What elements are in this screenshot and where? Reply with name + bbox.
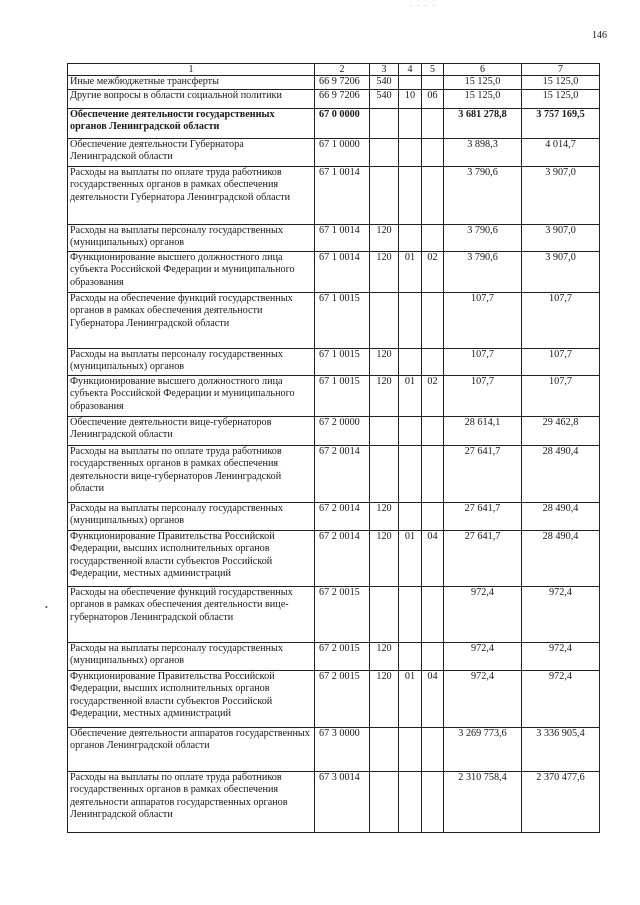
target-article-cell: 67 1 0015 <box>315 292 370 348</box>
column-header: 1 <box>68 64 315 76</box>
column-header: 2 <box>315 64 370 76</box>
target-article-cell: 67 2 0014 <box>315 445 370 502</box>
subsection-cell: 02 <box>422 375 444 416</box>
section-cell <box>399 642 422 670</box>
section-cell <box>399 586 422 642</box>
row-name-cell: Обеспечение деятельности аппаратов государственных органов Ленинградской области <box>68 727 315 771</box>
amount-year2-cell: 4 014,7 <box>522 138 600 166</box>
section-cell <box>399 292 422 348</box>
expense-type-cell: 120 <box>370 348 399 375</box>
subsection-cell <box>422 348 444 375</box>
budget-table <box>67 63 600 833</box>
row-name-cell: Расходы на выплаты персоналу государственных (муниципальных) органов <box>68 348 315 375</box>
amount-year2-cell: 2 370 477,6 <box>522 771 600 832</box>
target-article-cell: 67 2 0014 <box>315 530 370 586</box>
subsection-cell: 06 <box>422 89 444 108</box>
row-name-cell: Расходы на выплаты персоналу государственных (муниципальных) органов <box>68 502 315 530</box>
row-name-cell: Обеспечение деятельности государственных органов Ленинградской области <box>68 108 315 138</box>
amount-year2-cell: 107,7 <box>522 375 600 416</box>
subsection-cell <box>422 416 444 445</box>
amount-year1-cell: 3 790,6 <box>444 251 522 292</box>
scan-artifact-dot: • <box>45 603 48 612</box>
row-name-cell: Расходы на обеспечение функций государственных органов в рамках обеспечения деятельности Губернатора Ленинградской области <box>68 292 315 348</box>
row-name-cell: Функционирование высшего должностного лица субъекта Российской Федерации и муниципального образования <box>68 375 315 416</box>
amount-year1-cell: 27 641,7 <box>444 445 522 502</box>
target-article-cell: 67 1 0015 <box>315 348 370 375</box>
row-name-cell: Расходы на выплаты персоналу государственных (муниципальных) органов <box>68 224 315 251</box>
subsection-cell <box>422 771 444 832</box>
amount-year1-cell: 2 310 758,4 <box>444 771 522 832</box>
target-article-cell: 67 3 0014 <box>315 771 370 832</box>
target-article-cell: 67 1 0014 <box>315 224 370 251</box>
expense-type-cell <box>370 445 399 502</box>
amount-year1-cell: 15 125,0 <box>444 76 522 90</box>
target-article-cell: 67 1 0014 <box>315 166 370 224</box>
table-row <box>68 586 600 642</box>
table-row <box>68 727 600 771</box>
table-row <box>68 348 600 375</box>
subsection-cell <box>422 586 444 642</box>
section-cell: 01 <box>399 530 422 586</box>
amount-year1-cell: 3 790,6 <box>444 224 522 251</box>
expense-type-cell: 540 <box>370 76 399 90</box>
section-cell <box>399 348 422 375</box>
amount-year2-cell: 28 490,4 <box>522 445 600 502</box>
amount-year1-cell: 972,4 <box>444 586 522 642</box>
amount-year2-cell: 972,4 <box>522 670 600 727</box>
expense-type-cell <box>370 416 399 445</box>
table-row <box>68 138 600 166</box>
amount-year2-cell: 28 490,4 <box>522 502 600 530</box>
amount-year2-cell: 107,7 <box>522 348 600 375</box>
row-name-cell: Расходы на выплаты по оплате труда работников государственных органов в рамках обеспечения деятельности аппаратов государственных органов Ленинградской области <box>68 771 315 832</box>
row-name-cell: Другие вопросы в области социальной политики <box>68 89 315 108</box>
amount-year1-cell: 27 641,7 <box>444 530 522 586</box>
section-cell <box>399 76 422 90</box>
amount-year2-cell: 3 907,0 <box>522 224 600 251</box>
expense-type-cell <box>370 727 399 771</box>
section-cell <box>399 108 422 138</box>
target-article-cell: 67 2 0000 <box>315 416 370 445</box>
expense-type-cell: 120 <box>370 224 399 251</box>
table-row <box>68 445 600 502</box>
row-name-cell: Функционирование высшего должностного лица субъекта Российской Федерации и муниципального образования <box>68 251 315 292</box>
amount-year1-cell: 3 790,6 <box>444 166 522 224</box>
table-row <box>68 89 600 108</box>
table-row <box>68 76 600 90</box>
amount-year2-cell: 15 125,0 <box>522 89 600 108</box>
section-cell <box>399 445 422 502</box>
amount-year1-cell: 15 125,0 <box>444 89 522 108</box>
expense-type-cell <box>370 292 399 348</box>
row-name-cell: Функционирование Правительства Российской Федерации, высших исполнительных органов государственной власти субъектов Российской Федерации, местных администраций <box>68 530 315 586</box>
amount-year1-cell: 972,4 <box>444 642 522 670</box>
section-cell <box>399 771 422 832</box>
amount-year2-cell: 972,4 <box>522 586 600 642</box>
section-cell: 01 <box>399 375 422 416</box>
expense-type-cell: 120 <box>370 530 399 586</box>
amount-year2-cell: 3 907,0 <box>522 251 600 292</box>
column-header: 7 <box>522 64 600 76</box>
table-header-row <box>68 64 600 76</box>
target-article-cell: 67 1 0015 <box>315 375 370 416</box>
section-cell <box>399 166 422 224</box>
column-header: 5 <box>422 64 444 76</box>
amount-year1-cell: 972,4 <box>444 670 522 727</box>
expense-type-cell: 120 <box>370 502 399 530</box>
amount-year2-cell: 29 462,8 <box>522 416 600 445</box>
table-row <box>68 108 600 138</box>
target-article-cell: 66 9 7206 <box>315 89 370 108</box>
expense-type-cell: 120 <box>370 670 399 727</box>
expense-type-cell <box>370 771 399 832</box>
target-article-cell: 67 1 0000 <box>315 138 370 166</box>
table-row <box>68 502 600 530</box>
amount-year2-cell: 972,4 <box>522 642 600 670</box>
column-header: 6 <box>444 64 522 76</box>
section-cell <box>399 138 422 166</box>
table-row <box>68 416 600 445</box>
target-article-cell: 66 9 7206 <box>315 76 370 90</box>
subsection-cell <box>422 502 444 530</box>
amount-year1-cell: 3 898,3 <box>444 138 522 166</box>
subsection-cell <box>422 224 444 251</box>
table-row <box>68 771 600 832</box>
expense-type-cell <box>370 586 399 642</box>
amount-year2-cell: 28 490,4 <box>522 530 600 586</box>
table-row <box>68 292 600 348</box>
row-name-cell: Обеспечение деятельности Губернатора Ленинградской области <box>68 138 315 166</box>
target-article-cell: 67 2 0015 <box>315 642 370 670</box>
subsection-cell: 02 <box>422 251 444 292</box>
subsection-cell <box>422 138 444 166</box>
target-article-cell: 67 3 0000 <box>315 727 370 771</box>
table-row <box>68 530 600 586</box>
target-article-cell: 67 1 0014 <box>315 251 370 292</box>
section-cell: 01 <box>399 670 422 727</box>
section-cell <box>399 727 422 771</box>
expense-type-cell: 540 <box>370 89 399 108</box>
amount-year2-cell: 107,7 <box>522 292 600 348</box>
table-row <box>68 642 600 670</box>
target-article-cell: 67 2 0014 <box>315 502 370 530</box>
target-article-cell: 67 0 0000 <box>315 108 370 138</box>
section-cell <box>399 224 422 251</box>
subsection-cell: 04 <box>422 530 444 586</box>
expense-type-cell: 120 <box>370 375 399 416</box>
subsection-cell <box>422 445 444 502</box>
amount-year1-cell: 27 641,7 <box>444 502 522 530</box>
table-row <box>68 375 600 416</box>
row-name-cell: Расходы на обеспечение функций государственных органов в рамках обеспечения деятельности вице-губернаторов Ленинградской области <box>68 586 315 642</box>
page-number: 146 <box>592 30 607 41</box>
section-cell <box>399 502 422 530</box>
amount-year1-cell: 107,7 <box>444 292 522 348</box>
target-article-cell: 67 2 0015 <box>315 586 370 642</box>
table-row <box>68 670 600 727</box>
row-name-cell: Обеспечение деятельности вице-губернаторов Ленинградской области <box>68 416 315 445</box>
expense-type-cell <box>370 166 399 224</box>
subsection-cell <box>422 76 444 90</box>
section-cell: 01 <box>399 251 422 292</box>
expense-type-cell <box>370 138 399 166</box>
column-header: 3 <box>370 64 399 76</box>
amount-year2-cell: 15 125,0 <box>522 76 600 90</box>
expense-type-cell: 120 <box>370 642 399 670</box>
row-name-cell: Расходы на выплаты по оплате труда работников государственных органов в рамках обеспечения деятельности вице-губернаторов Ленинградской области <box>68 445 315 502</box>
table-row <box>68 251 600 292</box>
section-cell: 10 <box>399 89 422 108</box>
subsection-cell <box>422 727 444 771</box>
expense-type-cell <box>370 108 399 138</box>
row-name-cell: Функционирование Правительства Российской Федерации, высших исполнительных органов государственной власти субъектов Российской Федерации, местных администраций <box>68 670 315 727</box>
amount-year2-cell: 3 757 169,5 <box>522 108 600 138</box>
row-name-cell: Расходы на выплаты по оплате труда работников государственных органов в рамках обеспечения деятельности Губернатора Ленинградской области <box>68 166 315 224</box>
subsection-cell <box>422 166 444 224</box>
table-row <box>68 224 600 251</box>
expense-type-cell: 120 <box>370 251 399 292</box>
target-article-cell: 67 2 0015 <box>315 670 370 727</box>
budget-table-body <box>68 64 600 833</box>
scan-artifact-top: . . . . <box>410 0 437 8</box>
amount-year1-cell: 3 269 773,6 <box>444 727 522 771</box>
amount-year2-cell: 3 907,0 <box>522 166 600 224</box>
section-cell <box>399 416 422 445</box>
subsection-cell <box>422 292 444 348</box>
subsection-cell <box>422 108 444 138</box>
column-header: 4 <box>399 64 422 76</box>
amount-year2-cell: 3 336 905,4 <box>522 727 600 771</box>
row-name-cell: Иные межбюджетные трансферты <box>68 76 315 90</box>
amount-year1-cell: 28 614,1 <box>444 416 522 445</box>
amount-year1-cell: 107,7 <box>444 375 522 416</box>
amount-year1-cell: 3 681 278,8 <box>444 108 522 138</box>
subsection-cell: 04 <box>422 670 444 727</box>
table-row <box>68 166 600 224</box>
amount-year1-cell: 107,7 <box>444 348 522 375</box>
row-name-cell: Расходы на выплаты персоналу государственных (муниципальных) органов <box>68 642 315 670</box>
subsection-cell <box>422 642 444 670</box>
